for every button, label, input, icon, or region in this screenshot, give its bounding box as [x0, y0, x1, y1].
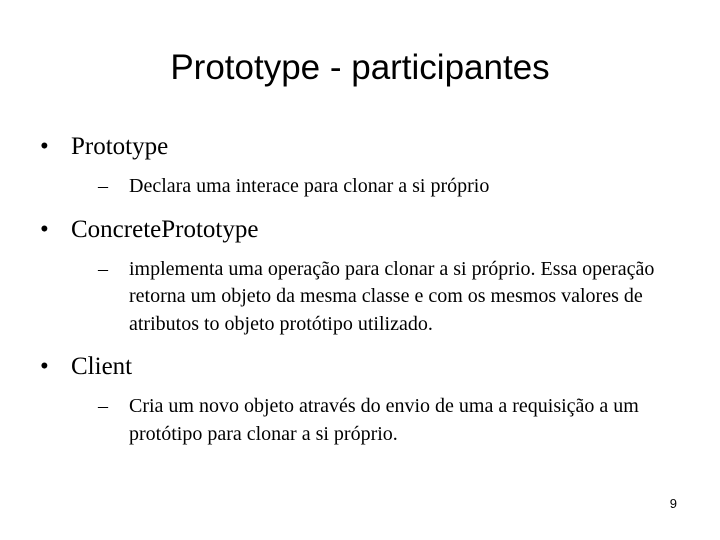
- sub-item-text: implementa uma operação para clonar a si próprio. Essa operação retorna um objeto da mesma classe e com os mesmos valores de atributos to objeto protótipo utilizado.: [129, 257, 655, 335]
- sub-item-text: Declara uma interace para clonar a si próprio: [129, 175, 490, 197]
- sub-item-text: Cria um novo objeto através do envio de uma a requisição a um protótipo para clonar a si próprio.: [129, 395, 639, 445]
- bullet-item-prototype: [40, 130, 700, 164]
- bullet-item-concreteprototype: [40, 213, 700, 247]
- bullet-item-client: [40, 350, 700, 384]
- page-number: 9: [669, 496, 677, 511]
- dash-icon: –: [98, 257, 108, 280]
- bullet-label: Prototype: [71, 133, 169, 160]
- dash-icon: –: [98, 395, 108, 417]
- dash-icon: –: [98, 175, 108, 197]
- slide-title: Prototype - participantes: [170, 48, 550, 87]
- bullet-dot-icon: •: [40, 353, 49, 380]
- bullet-dot-icon: •: [40, 215, 49, 243]
- bullet-label: ConcretePrototype: [71, 215, 259, 243]
- bullet-list: [40, 130, 700, 448]
- sub-item-prototype: [98, 173, 700, 201]
- bullet-dot-icon: •: [40, 133, 49, 160]
- sub-item-client: [98, 393, 700, 448]
- bullet-label: Client: [71, 353, 133, 380]
- sub-item-concreteprototype: [98, 256, 700, 339]
